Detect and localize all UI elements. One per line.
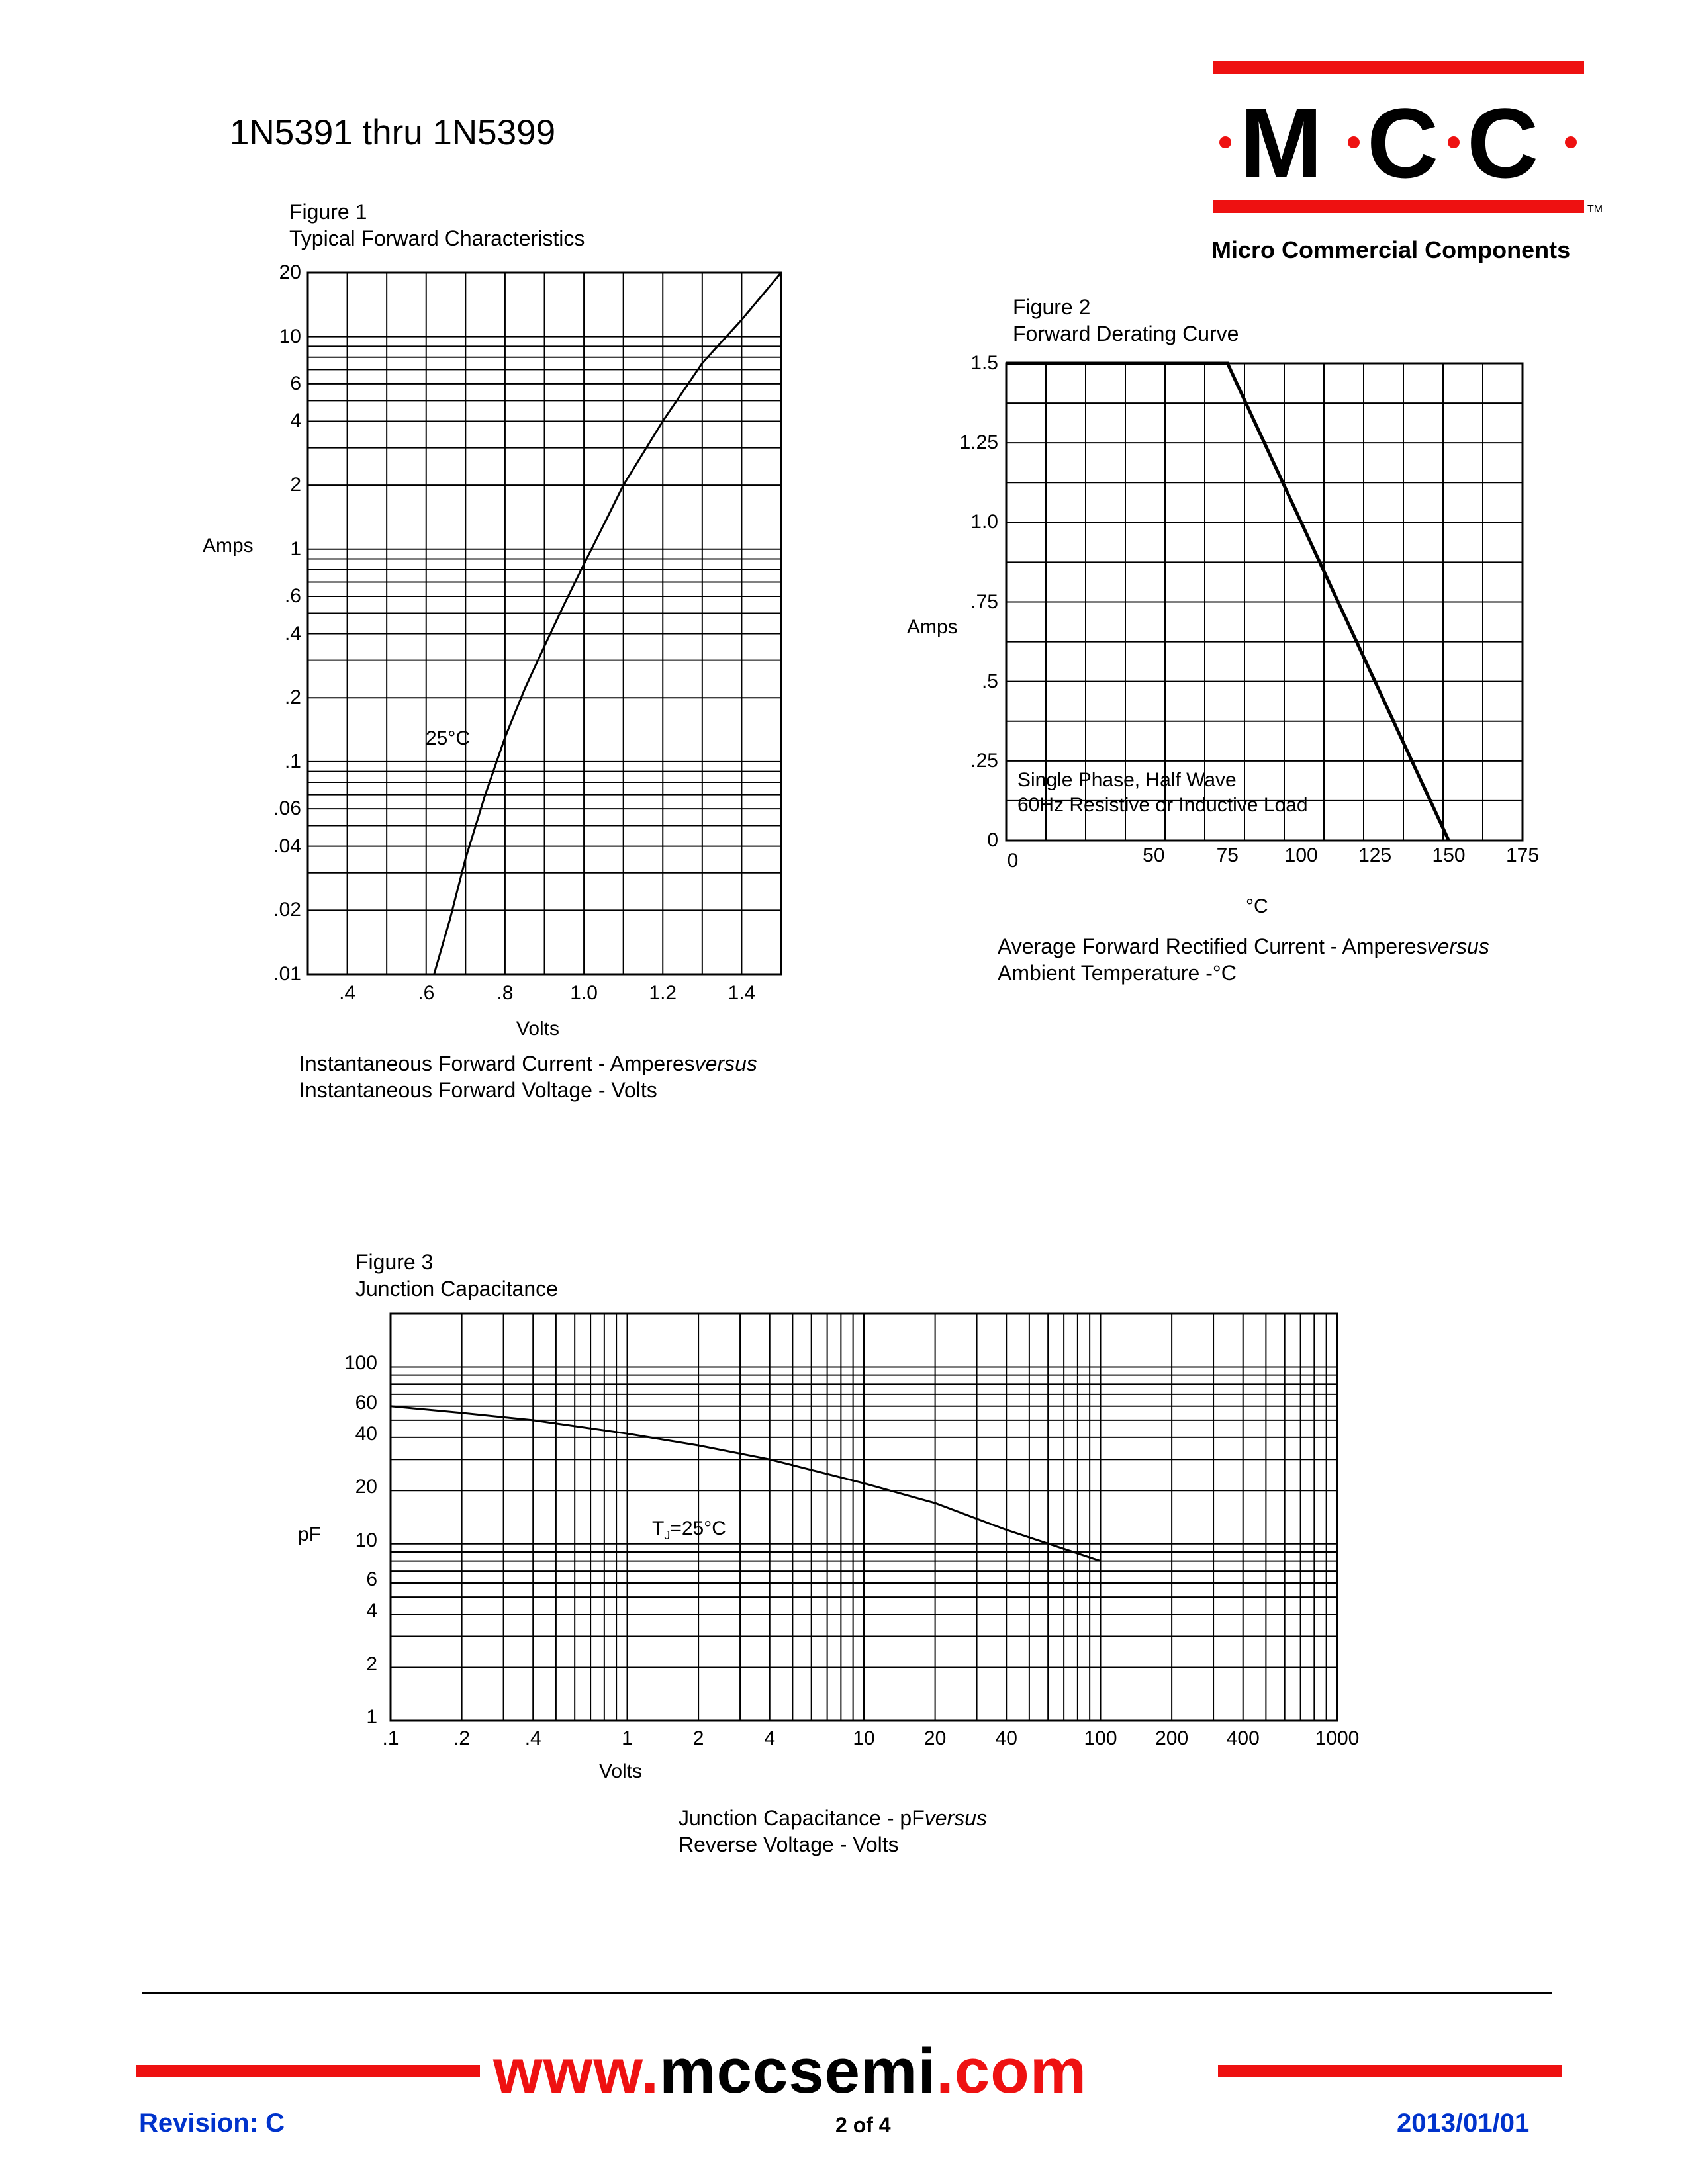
y-tick-label: .2 bbox=[284, 686, 301, 709]
footer-divider bbox=[142, 1992, 1552, 1994]
x-tick-label: 20 bbox=[923, 1727, 947, 1749]
figure2-desc-versus: versus bbox=[1427, 934, 1489, 958]
footer-red-bar-left bbox=[136, 2065, 480, 2077]
y-tick-label: 6 bbox=[290, 372, 301, 394]
y-tick-label: 4 bbox=[290, 410, 301, 432]
figure1-plot bbox=[308, 273, 784, 978]
logo-dot bbox=[1348, 136, 1360, 148]
figure3-plot bbox=[391, 1314, 1340, 1724]
y-tick-label: .06 bbox=[273, 797, 301, 820]
y-tick-label: .25 bbox=[970, 749, 998, 772]
x-tick-label: 0 bbox=[1007, 850, 1019, 872]
y-tick-label: 10 bbox=[355, 1529, 377, 1551]
figure1-title: Typical Forward Characteristics bbox=[289, 226, 585, 250]
logo-mark bbox=[1213, 87, 1584, 199]
x-tick-label: 1.2 bbox=[649, 982, 677, 1004]
figure2-desc-line1: Average Forward Rectified Current - Amperes bbox=[998, 934, 1427, 958]
logo-dot bbox=[1219, 136, 1231, 148]
y-tick-label: .04 bbox=[273, 835, 301, 857]
figure2-annotation-line2: 60Hz Resistive or Inductive Load bbox=[1017, 794, 1308, 816]
figure2-annotation-line1: Single Phase, Half Wave bbox=[1017, 769, 1237, 791]
y-tick-label: 60 bbox=[355, 1391, 377, 1414]
figure3-annotation-sub: J bbox=[664, 1529, 671, 1542]
figure2-number: Figure 2 bbox=[1013, 295, 1091, 319]
figure1-description bbox=[299, 1050, 757, 1103]
figure2-description bbox=[998, 933, 1489, 986]
figure2-desc-line2: Ambient Temperature -°C bbox=[998, 961, 1237, 985]
figure1-desc-line1: Instantaneous Forward Current - Amperes bbox=[299, 1052, 695, 1075]
x-tick-label: 1.4 bbox=[727, 982, 756, 1004]
x-tick-label: 1 bbox=[622, 1727, 633, 1749]
logo-letter-c: C bbox=[1467, 87, 1539, 199]
revision-date: 2013/01/01 bbox=[1397, 2109, 1530, 2138]
x-tick-label: 1.0 bbox=[570, 982, 598, 1004]
y-tick-label: 40 bbox=[355, 1422, 377, 1445]
y-tick-label: 6 bbox=[366, 1569, 377, 1591]
y-tick-label: 2 bbox=[290, 474, 301, 496]
x-tick-label: .4 bbox=[339, 982, 356, 1004]
x-tick-label: .6 bbox=[418, 982, 435, 1004]
company-name: Micro Commercial Components bbox=[1211, 236, 1571, 263]
y-tick-label: 0 bbox=[987, 829, 998, 851]
figure2-plot bbox=[1006, 363, 1526, 844]
x-tick-label: .8 bbox=[496, 982, 514, 1004]
x-tick-label: .4 bbox=[524, 1727, 541, 1749]
figure3-xlabel: Volts bbox=[599, 1760, 643, 1782]
x-tick-label: 40 bbox=[995, 1727, 1017, 1749]
figure3-desc-line2: Reverse Voltage - Volts bbox=[679, 1833, 899, 1856]
logo-letter-m: M bbox=[1240, 87, 1323, 199]
capacitance-curve-line bbox=[391, 1406, 1101, 1561]
figure3-caption bbox=[355, 1249, 558, 1302]
url-prefix: www. bbox=[493, 2036, 660, 2107]
y-tick-label: 100 bbox=[344, 1352, 377, 1375]
x-tick-label: 75 bbox=[1216, 844, 1239, 866]
y-tick-label: .75 bbox=[970, 590, 998, 613]
y-tick-label: 20 bbox=[355, 1476, 377, 1498]
page-number: 2 of 4 bbox=[835, 2113, 891, 2137]
y-tick-label: .4 bbox=[284, 622, 301, 645]
figure1-xlabel: Volts bbox=[516, 1018, 560, 1040]
y-tick-label: 2 bbox=[366, 1653, 377, 1675]
y-tick-label: 1.5 bbox=[970, 352, 998, 374]
y-tick-label: 4 bbox=[366, 1600, 377, 1622]
logo-top-bar bbox=[1213, 61, 1584, 74]
figure3-number: Figure 3 bbox=[355, 1250, 434, 1274]
y-tick-label: 1 bbox=[366, 1706, 377, 1728]
y-tick-label: 1.25 bbox=[959, 432, 998, 454]
footer-red-bar-right bbox=[1218, 2065, 1562, 2077]
url-suffix: .com bbox=[936, 2036, 1088, 2107]
y-tick-label: .02 bbox=[273, 899, 301, 921]
y-tick-label: .1 bbox=[284, 750, 301, 772]
figure2-xlabel: °C bbox=[1246, 895, 1268, 917]
x-tick-label: 10 bbox=[853, 1727, 875, 1749]
figure1-desc-versus: versus bbox=[694, 1052, 757, 1075]
x-tick-label: 100 bbox=[1084, 1727, 1117, 1749]
x-tick-label: 150 bbox=[1432, 844, 1466, 866]
trademark-mark: TM bbox=[1587, 204, 1603, 215]
x-tick-label: 4 bbox=[764, 1727, 776, 1749]
x-tick-label: 125 bbox=[1358, 844, 1392, 866]
figure2-ylabel: Amps bbox=[907, 616, 958, 638]
figure3-annotation-suffix: =25°C bbox=[670, 1518, 726, 1539]
logo-bottom-bar bbox=[1213, 200, 1584, 213]
figure3-description bbox=[679, 1805, 987, 1858]
revision-label: Revision: C bbox=[139, 2109, 285, 2138]
x-tick-label: 100 bbox=[1284, 844, 1318, 866]
website-link[interactable] bbox=[493, 2035, 1087, 2108]
y-tick-label: .6 bbox=[284, 585, 301, 607]
x-tick-label: 1000 bbox=[1315, 1727, 1360, 1749]
x-tick-label: 2 bbox=[692, 1727, 704, 1749]
figure1-ylabel: Amps bbox=[203, 535, 254, 557]
logo-dot bbox=[1448, 136, 1460, 148]
x-tick-label: .1 bbox=[382, 1727, 399, 1749]
figure2-caption bbox=[1013, 294, 1239, 347]
x-tick-label: 200 bbox=[1155, 1727, 1189, 1749]
figure1-caption bbox=[289, 199, 585, 251]
y-tick-label: .5 bbox=[981, 670, 998, 692]
logo-dot bbox=[1565, 136, 1577, 148]
figure3-annotation-prefix: T bbox=[652, 1518, 665, 1539]
figure2-title: Forward Derating Curve bbox=[1013, 322, 1239, 345]
figure3-desc-line1: Junction Capacitance - pF bbox=[679, 1806, 925, 1830]
figure1-desc-line2: Instantaneous Forward Voltage - Volts bbox=[299, 1078, 657, 1102]
figure1-annotation: 25°C bbox=[426, 727, 471, 749]
logo-letter-c: C bbox=[1367, 87, 1439, 199]
x-tick-label: 50 bbox=[1143, 844, 1165, 866]
x-tick-label: .2 bbox=[453, 1727, 471, 1749]
x-tick-label: 400 bbox=[1226, 1727, 1260, 1749]
figure3-ylabel: pF bbox=[298, 1524, 322, 1545]
x-tick-label: 175 bbox=[1505, 844, 1540, 866]
forward-curve-line bbox=[434, 273, 781, 974]
figure3-desc-versus: versus bbox=[924, 1806, 987, 1830]
figure1-number: Figure 1 bbox=[289, 200, 367, 224]
figure3-title: Junction Capacitance bbox=[355, 1277, 558, 1300]
y-tick-label: 20 bbox=[279, 261, 301, 283]
document-title: 1N5391 thru 1N5399 bbox=[230, 113, 556, 152]
url-main: mccsemi bbox=[659, 2036, 937, 2107]
y-tick-label: 1 bbox=[290, 537, 301, 560]
y-tick-label: .01 bbox=[273, 963, 301, 985]
y-tick-label: 1.0 bbox=[970, 511, 998, 533]
y-tick-label: 10 bbox=[279, 325, 301, 347]
